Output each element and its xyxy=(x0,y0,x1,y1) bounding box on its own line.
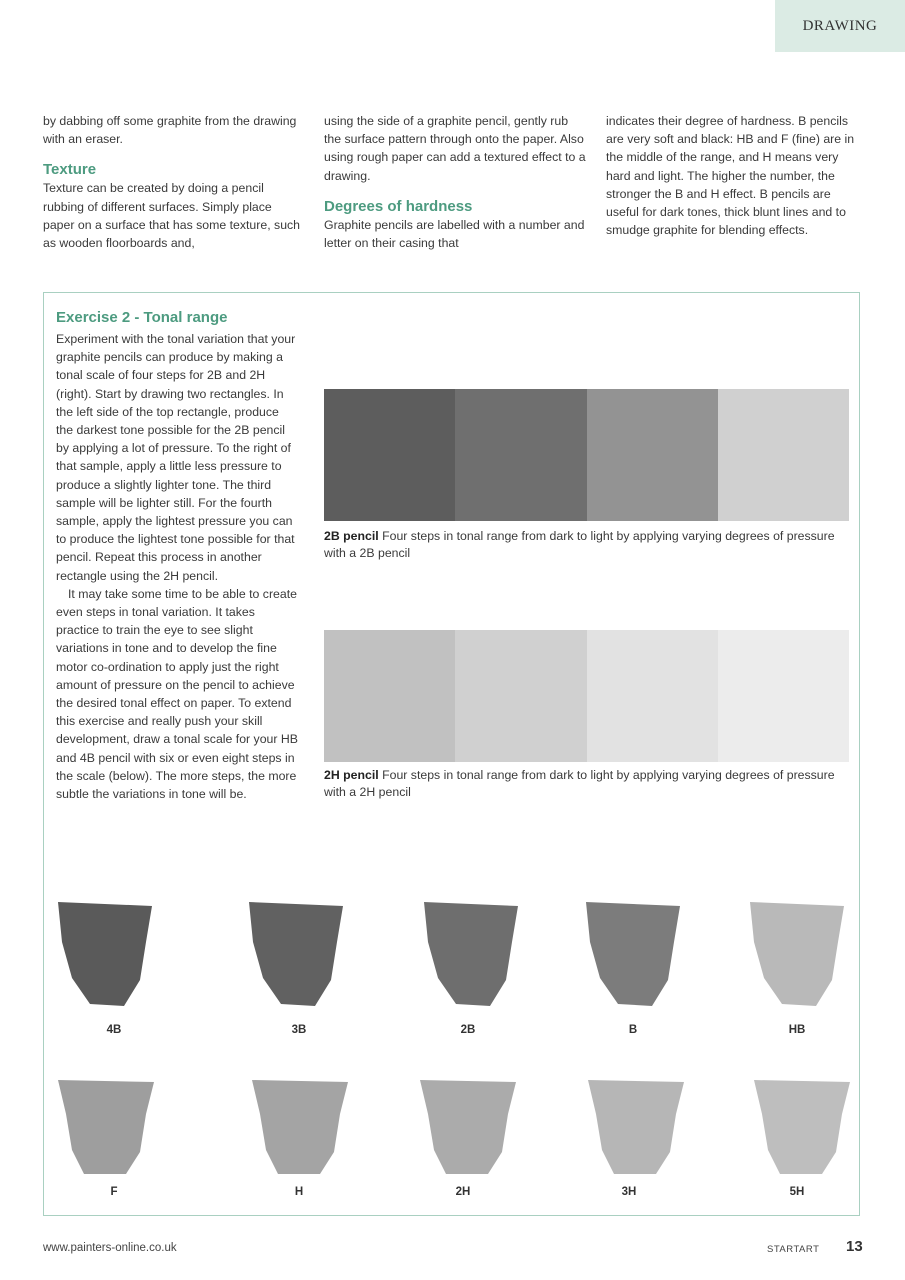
caption-2b xyxy=(324,528,854,562)
swatch-label: 4B xyxy=(106,1024,122,1036)
swatch-f xyxy=(56,1074,156,1186)
swatch-2h xyxy=(418,1074,518,1186)
swatch-3b xyxy=(245,896,345,1008)
tone-step xyxy=(324,630,455,762)
tone-step xyxy=(718,630,849,762)
swatch-label: 2B xyxy=(460,1024,476,1036)
tone-step xyxy=(455,630,586,762)
texture-heading: Texture xyxy=(43,161,97,179)
swatch-h xyxy=(250,1074,350,1186)
page-number: 13 xyxy=(846,1238,863,1255)
section-label: DRAWING xyxy=(802,17,878,34)
caption-2h xyxy=(324,767,854,801)
swatch-label: HB xyxy=(788,1024,806,1036)
texture-text: Texture can be created by doing a pencil rubbing of different surfaces. Simply place paper on a surface that has some texture, such as wooden floorboards and, xyxy=(43,181,301,251)
intro-col3-text: indicates their degree of hardness. B pencils are very soft and black: HB and F (fine) are in the middle of the range, and H means very hard and light. The higher the number, the stronger the B and H effect. B pencils are useful for dark tones, thick blunt lines and to smudge graphite for blending effects. xyxy=(606,114,855,238)
tonal-scale-2b xyxy=(324,389,849,521)
caption-2h-text: Four steps in tonal range from dark to light by applying varying degrees of pressure with a 2H pencil xyxy=(324,768,835,799)
swatch-label: B xyxy=(628,1024,638,1036)
intro-col1-text: by dabbing off some graphite from the drawing with an eraser. xyxy=(43,114,297,147)
swatch-label: F xyxy=(110,1186,118,1198)
swatch-label: H xyxy=(294,1186,304,1198)
swatch-label: 3H xyxy=(621,1186,637,1198)
intro-col2-text: using the side of a graphite pencil, gently rub the surface pattern through onto the paper. Also using rough paper can add a textured effect to a drawing. xyxy=(324,114,586,183)
hardness-heading: Degrees of hardness xyxy=(324,197,473,215)
tone-step xyxy=(718,389,849,521)
exercise-paragraph-2: It may take some time to be able to create even steps in tonal variation. It takes practice to train the eye to see slight variations in tone and to develop the fine motor co-ordination to apply just the right amount of pressure on the pencil to achieve the desired tonal effect on paper. To extend this exercise and really push your skill development, draw a tonal scale for your HB and 4B pencil with six or even eight steps in the scale (below). The more steps, the more subtle the variations in tone will be. xyxy=(56,586,298,802)
intro-column-2 xyxy=(324,112,586,252)
caption-2h-title: 2H pencil xyxy=(324,768,379,782)
tone-step xyxy=(587,389,718,521)
swatch-3h xyxy=(586,1074,686,1186)
swatch-label: 2H xyxy=(455,1186,471,1198)
exercise-paragraph-1: Experiment with the tonal variation that your graphite pencils can produce by making a tonal scale of four steps for 2B and 2H (right). Start by drawing two rectangles. In the left side of the top rectangle, produce the darkest tone possible for the 2B pencil by applying a lot of pressure. To the right of that sample, apply a little less pressure to produce a slightly lighter tone. The third sample will be lighter still. For the fourth sample, apply the lightest pressure you can to produce the lightest tone possible for that pencil. Repeat this process in another rectangle using the 2H pencil. xyxy=(56,332,296,583)
tone-step xyxy=(455,389,586,521)
swatch-label: 3B xyxy=(291,1024,307,1036)
exercise-text xyxy=(56,330,298,803)
swatch-hb xyxy=(746,896,846,1008)
caption-2b-title: 2B pencil xyxy=(324,529,379,543)
swatch-2b xyxy=(420,896,520,1008)
swatch-label: 5H xyxy=(789,1186,805,1198)
footer-magazine: STARTART xyxy=(767,1244,820,1255)
section-tab xyxy=(775,0,905,52)
intro-column-3 xyxy=(606,112,864,239)
swatch-4b xyxy=(54,896,154,1008)
swatch-5h xyxy=(752,1074,852,1186)
caption-2b-text: Four steps in tonal range from dark to light by applying varying degrees of pressure with a 2B pencil xyxy=(324,529,835,560)
intro-column-1 xyxy=(43,112,305,252)
tonal-scale-2h xyxy=(324,630,849,762)
hardness-text: Graphite pencils are labelled with a number and letter on their casing that xyxy=(324,217,585,251)
footer-url: www.painters-online.co.uk xyxy=(43,1242,177,1254)
exercise-title: Exercise 2 - Tonal range xyxy=(56,309,228,326)
tone-step xyxy=(324,389,455,521)
tone-step xyxy=(587,630,718,762)
swatch-b xyxy=(582,896,682,1008)
